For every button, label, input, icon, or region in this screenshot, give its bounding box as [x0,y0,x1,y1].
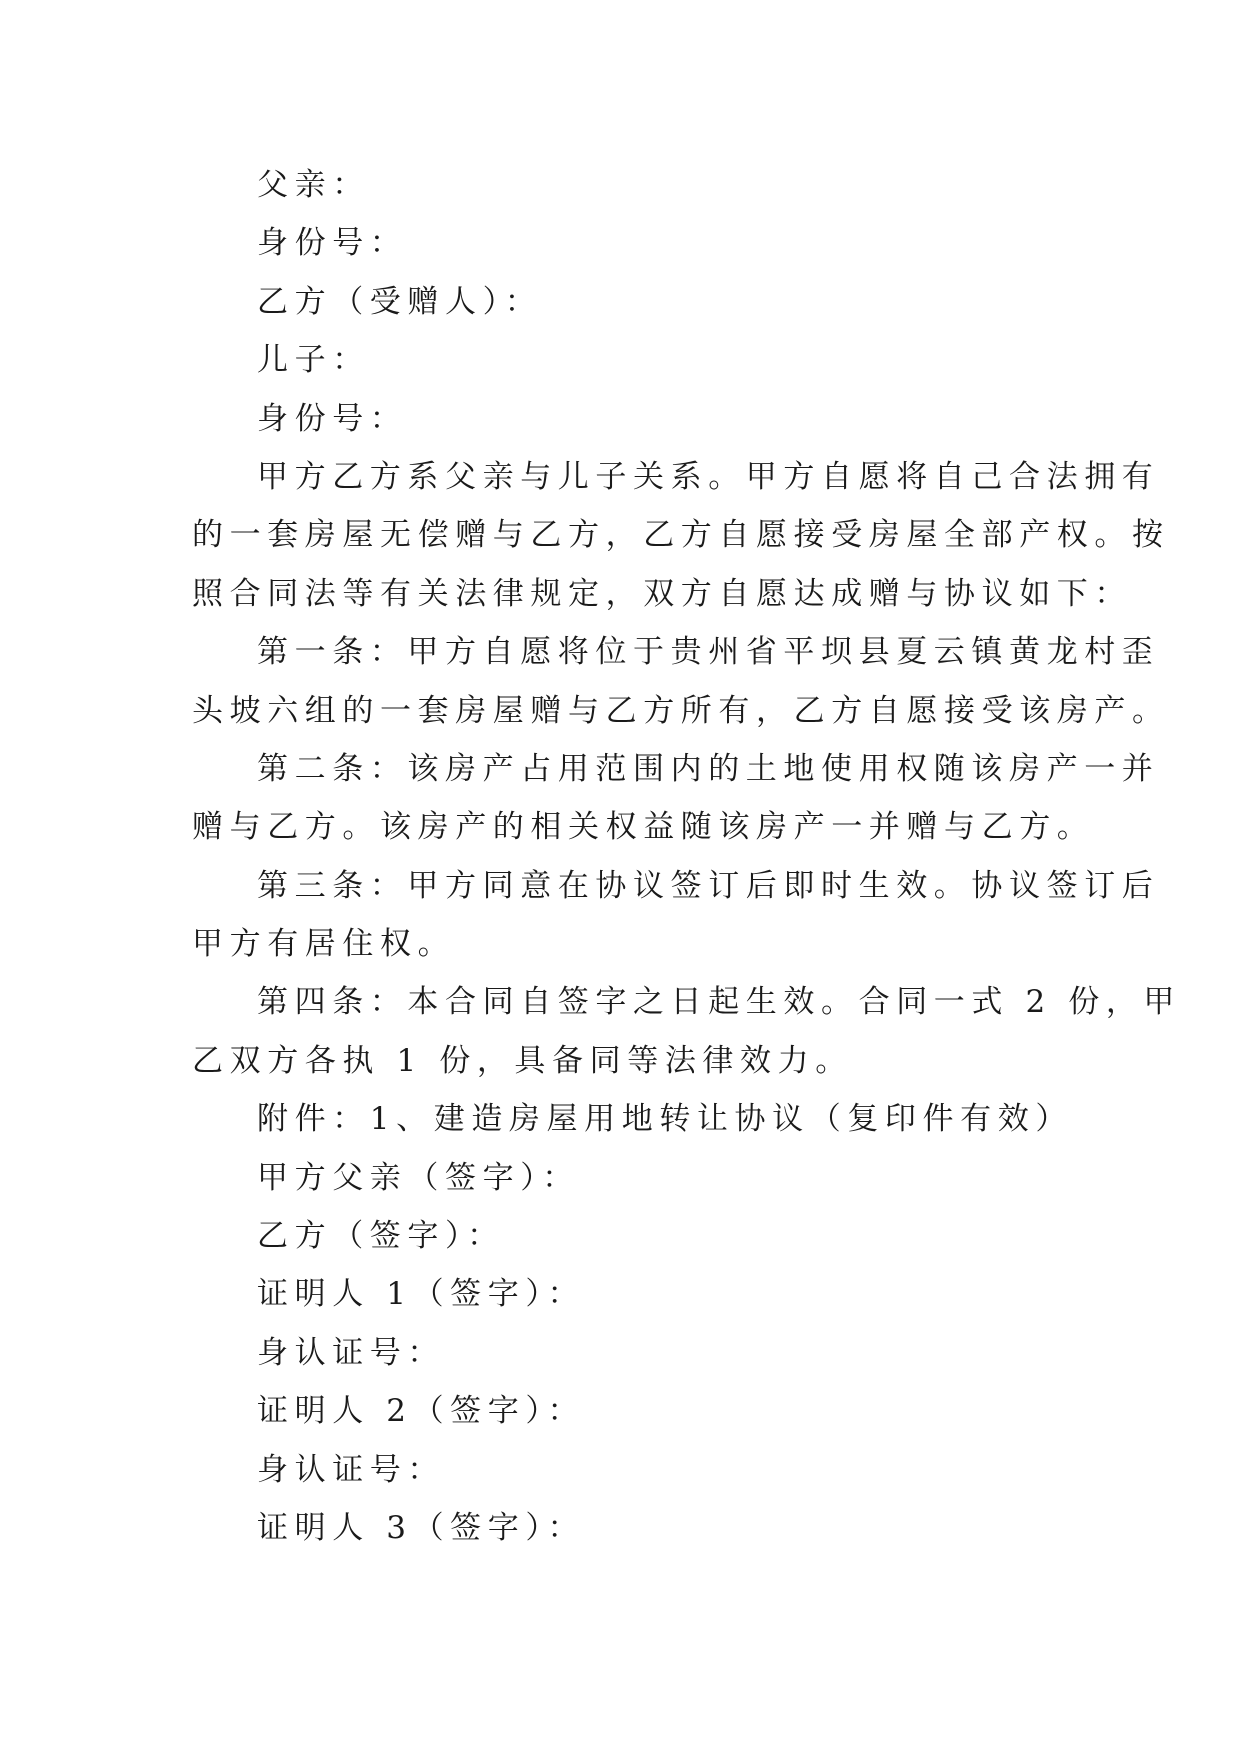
text-line: 父亲： [257,167,370,203]
document-body [192,156,1182,1557]
text-line: 身认证号： [257,1334,445,1371]
text-line: 头坡六组的一套房屋赠与乙方所有，乙方自愿接受该房产。 [192,692,1170,729]
text-line: 附件：1、建造房屋用地转让协议（复印件有效） [257,1101,1073,1138]
text-line: 乙方（签字）： [257,1218,505,1255]
text-line: 第四条：本合同自签字之日起生效。合同一式 2 份，甲 [257,984,1182,1021]
text-line: 证明人 2（签字）： [257,1393,586,1430]
text-line: 第一条：甲方自愿将位于贵州省平坝县夏云镇黄龙村歪 [257,634,1160,671]
text-line: 赠与乙方。该房产的相关权益随该房产一并赠与乙方。 [192,809,1095,846]
text-line: 乙双方各执 1 份，具备同等法律效力。 [192,1042,853,1079]
text-line: 甲方乙方系父亲与儿子关系。甲方自愿将自己合法拥有 [257,458,1160,495]
text-line: 证明人 3（签字）： [257,1509,586,1546]
text-line: 第三条：甲方同意在协议签订后即时生效。协议签订后 [257,867,1160,904]
text-line: 乙方（受赠人）： [257,283,543,320]
text-line: 甲方有居住权。 [192,926,456,963]
text-line: 身认证号： [257,1451,445,1488]
text-line: 证明人 1（签字）： [257,1276,586,1313]
text-line: 甲方父亲（签字）： [257,1159,580,1196]
text-line: 第二条：该房产占用范围内的土地使用权随该房产一并 [257,750,1160,787]
text-line: 儿子： [257,342,370,379]
text-line: 照合同法等有关法律规定，双方自愿达成赠与协议如下： [192,575,1132,612]
text-line: 的一套房屋无偿赠与乙方，乙方自愿接受房屋全部产权。按 [192,517,1170,554]
text-line: 身份号： [257,400,408,437]
text-line: 身份号： [257,225,408,262]
